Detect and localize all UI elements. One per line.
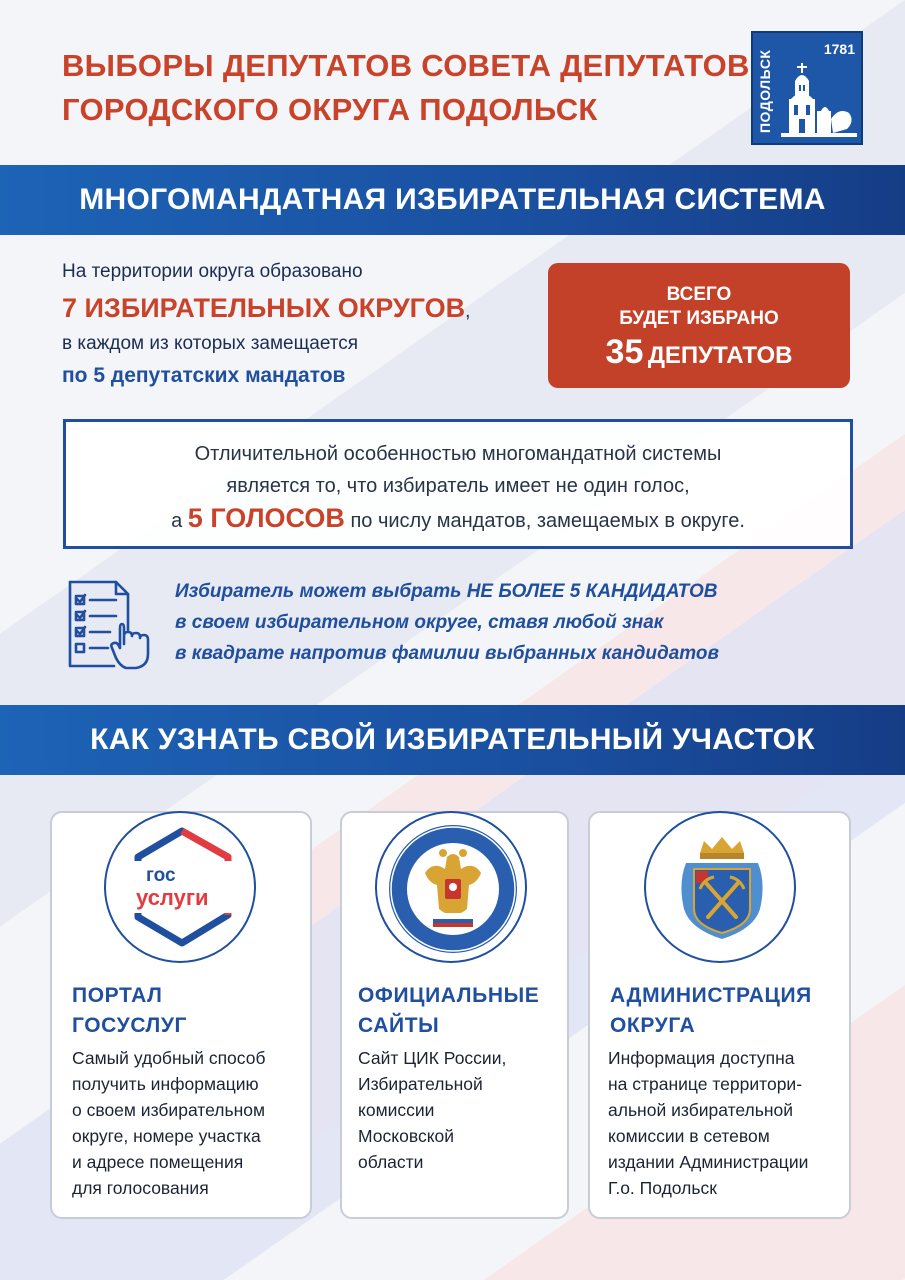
districts-intro [62, 256, 532, 392]
podolsk-coat-of-arms [644, 811, 796, 963]
card-official-sites [340, 811, 569, 1219]
card-body-line: Самый удобный способ [72, 1048, 266, 1068]
church-icon [777, 59, 861, 143]
ballot-line-2: в своем избирательном округе, ставя любой знак [175, 612, 664, 633]
card-body-line: альной избирательной [608, 1100, 794, 1120]
feature-box [63, 419, 853, 549]
total-deputies-box [548, 263, 850, 388]
card-body-line: комиссии в сетевом [608, 1126, 770, 1146]
card-title-line: ГОСУСЛУГ [72, 1014, 188, 1037]
card-title-line: ОФИЦИАЛЬНЫЕ [358, 984, 540, 1007]
feature-line-3-pre: а [171, 510, 183, 532]
card-body [608, 1045, 808, 1201]
total-line-1: ВСЕГО [666, 284, 732, 305]
intro-comma: , [465, 301, 471, 322]
card-administration [588, 811, 851, 1219]
feature-line-1: Отличительной особенностью многомандатной системы [194, 443, 722, 465]
card-body [72, 1045, 266, 1201]
podolsk-logo [751, 31, 863, 145]
ballot-line-1: Избиратель может выбрать НЕ БОЛЕЕ 5 КАНДИДАТОВ [175, 581, 718, 602]
card-body-line: Московской [358, 1126, 455, 1146]
card-title-line: ОКРУГА [610, 1014, 696, 1037]
card-body-line: Г.о. Подольск [608, 1178, 717, 1198]
title-line-2: ГОРОДСКОГО ОКРУГА ПОДОЛЬСК [62, 92, 598, 127]
logo-city-name: ПОДОЛЬСК [757, 49, 773, 133]
section-banner-find-station: КАК УЗНАТЬ СВОЙ ИЗБИРАТЕЛЬНЫЙ УЧАСТОК [0, 705, 905, 775]
card-body-line: комиссии [358, 1100, 435, 1120]
ballot-line-3: в квадрате напротив фамилии выбранных кандидатов [175, 643, 720, 664]
card-body-line: получить информацию [72, 1074, 259, 1094]
card-title [610, 981, 812, 1041]
gosuslugi-text-1: гос [146, 865, 176, 886]
total-line-2: БУДЕТ ИЗБРАНО [619, 308, 779, 329]
card-body-line: области [358, 1152, 424, 1172]
card-title-line: САЙТЫ [358, 1014, 440, 1037]
card-body [358, 1045, 506, 1175]
total-number: 35 [605, 333, 644, 371]
card-body-line: издании Администрации [608, 1152, 809, 1172]
feature-line-3 [66, 502, 850, 537]
card-body-line: на странице территори- [608, 1074, 803, 1094]
total-unit: ДЕПУТАТОВ [647, 342, 793, 369]
card-title [72, 981, 187, 1041]
card-body-line: для голосования [72, 1178, 209, 1198]
card-body-line: о своем избирательном [72, 1100, 266, 1120]
ballot-checklist-icon [64, 578, 156, 674]
districts-count: 7 ИЗБИРАТЕЛЬНЫХ ОКРУГОВ [62, 293, 466, 323]
card-body-line: округе, номере участка [72, 1126, 261, 1146]
card-body-line: Информация доступна [608, 1048, 795, 1068]
feature-line-2: является то, что избиратель имеет не один голос, [226, 475, 690, 497]
logo-year: 1781 [823, 41, 855, 57]
feature-line-3-post: по числу мандатов, замещаемых в округе. [350, 510, 745, 532]
section-banner-multimandate: МНОГОМАНДАТНАЯ ИЗБИРАТЕЛЬНАЯ СИСТЕМА [0, 165, 905, 235]
card-title-line: ПОРТАЛ [72, 984, 163, 1007]
title-line-1: ВЫБОРЫ ДЕПУТАТОВ СОВЕТА ДЕПУТАТОВ [62, 48, 750, 83]
intro-line-1: На территории округа образовано [62, 261, 363, 282]
card-body-line: Избирательной [358, 1074, 483, 1094]
card-gosuslugi [50, 811, 312, 1219]
total-line-3 [548, 333, 850, 372]
gosuslugi-logo [104, 811, 256, 963]
card-body-line: и адресе помещения [72, 1152, 244, 1172]
ballot-instruction [175, 576, 855, 669]
card-body-line: Сайт ЦИК России, [358, 1048, 507, 1068]
gosuslugi-text-2: услуги [136, 885, 209, 910]
intro-mandates: по 5 депутатских мандатов [62, 364, 346, 387]
cik-emblem [375, 811, 527, 963]
intro-districts-line [62, 288, 532, 328]
intro-line-3: в каждом из которых замещается [62, 333, 359, 354]
card-title-line: АДМИНИСТРАЦИЯ [610, 984, 812, 1007]
feature-votes: 5 ГОЛОСОВ [187, 503, 345, 533]
page-title [62, 44, 750, 132]
card-title [358, 981, 539, 1041]
